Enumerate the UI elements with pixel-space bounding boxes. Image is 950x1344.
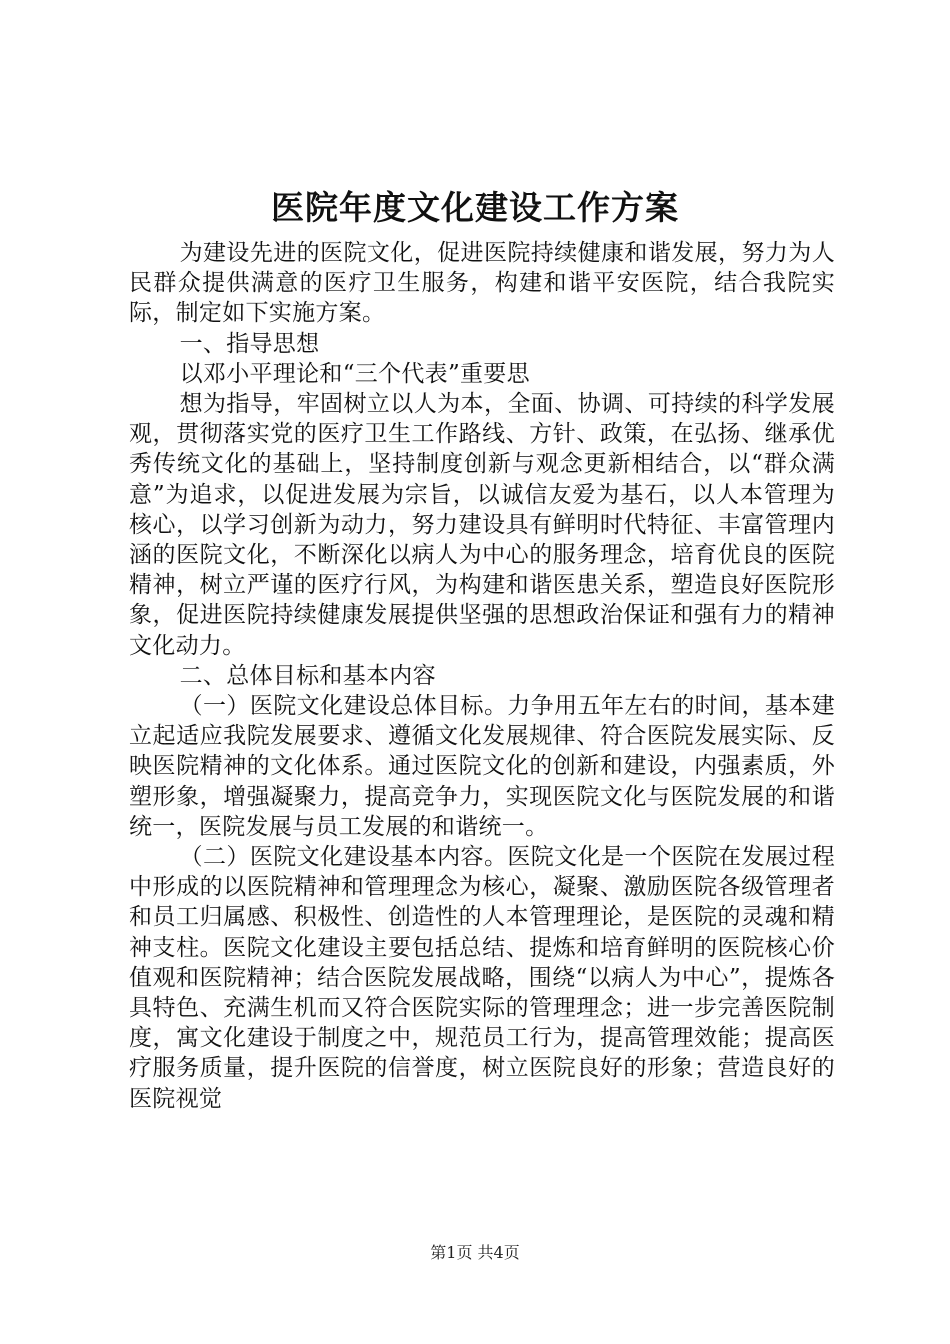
intro-paragraph: 为建设先进的医院文化，促进医院持续健康和谐发展，努力为人民群众提供满意的医疗卫生服务，构建和谐平安医院，结合我院实际，制定如下实施方案。 — [129, 240, 835, 327]
page-number-footer: 第1页 共4页 — [430, 1243, 520, 1262]
overall-goal-paragraph: （一）医院文化建设总体目标。力争用五年左右的时间，基本建立起适应我院发展要求、遵循文化发展规律、符合医院发展实际、反映医院精神的文化体系。通过医院文化的创新和建设，内强素质，外塑形象，增强凝聚力，提高竞争力，实现医院文化与医院发展的和谐统一，医院发展与员工发展的和谐统一。 — [129, 693, 835, 840]
section-heading-goals-content: 二、总体目标和基本内容 — [179, 662, 436, 689]
document-body — [129, 238, 835, 1114]
section-heading-guiding-ideology: 一、指导思想 — [179, 330, 320, 357]
guiding-ideology-lead-line: 以邓小平理论和“三个代表”重要思 — [179, 360, 530, 387]
guiding-ideology-paragraph: 想为指导，牢固树立以人为本，全面、协调、可持续的科学发展观，贯彻落实党的医疗卫生工作路线、方针、政策，在弘扬、继承优秀传统文化的基础上，坚持制度创新与观念更新相结合，以“群众满意”为追求，以促进发展为宗旨，以诚信友爱为基石，以人本管理为核心，以学习创新为动力，努力建设具有鲜明时代特征、丰富管理内涵的医院文化，不断深化以病人为中心的服务理念，培育优良的医院精神，树立严谨的医疗行风，为构建和谐医患关系，塑造良好医院形象，促进医院持续健康发展提供坚强的思想政治保证和强有力的精神文化动力。 — [129, 391, 835, 659]
basic-content-paragraph: （二）医院文化建设基本内容。医院文化是一个医院在发展过程中形成的以医院精神和管理理念为核心，凝聚、激励医院各级管理者和员工归属感、积极性、创造性的人本管理理论，是医院的灵魂和精神支柱。医院文化建设主要包括总结、提炼和培育鲜明的医院核心价值观和医院精神；结合医院发展战略，围绕“以病人为中心”，提炼各具特色、充满生机而又符合医院实际的管理理念；进一步完善医院制度，寓文化建设于制度之中，规范员工行为，提高管理效能；提高医疗服务质量，提升医院的信誉度，树立医院良好的形象；营造良好的医院视觉 — [129, 844, 835, 1112]
document-title: 医院年度文化建设工作方案 — [271, 188, 679, 227]
